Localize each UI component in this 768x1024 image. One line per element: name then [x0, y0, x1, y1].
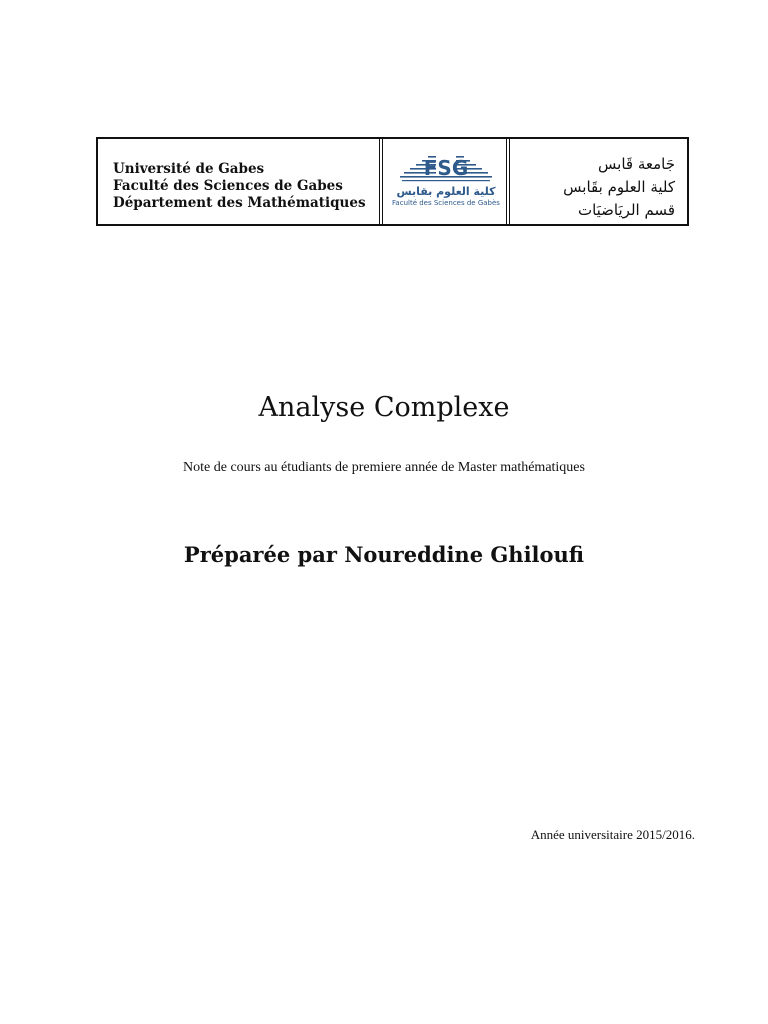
logo-acronym: FSG	[423, 155, 469, 180]
academic-year: Année universitaire 2015/2016.	[530, 827, 695, 842]
institution-header	[96, 137, 689, 226]
document-title: Analyse Complexe	[258, 392, 510, 423]
logo-french: Faculté des Sciences de Gabès	[392, 198, 500, 207]
document-author: Préparée par Noureddine Ghiloufi	[183, 542, 585, 567]
department-name: Département des Mathématiques	[113, 195, 366, 211]
institution-french	[98, 139, 383, 224]
document-subtitle: Note de cours au étudiants de premiere année de Master mathématiques	[183, 460, 585, 475]
faculty-logo	[383, 139, 510, 224]
university-name: Université de Gabes	[113, 161, 265, 177]
faculty-name: Faculté des Sciences de Gabes	[113, 178, 343, 194]
department-name-arabic: قسم الريَاضيَات	[577, 201, 675, 219]
faculty-name-arabic: كلية العلوم بقَابس	[563, 178, 675, 196]
logo-arabic: كلية العلوم بقابس	[396, 184, 496, 198]
fsg-logo-icon	[390, 150, 502, 214]
institution-arabic	[510, 139, 687, 224]
university-name-arabic: جَامعة قَابس	[598, 155, 675, 173]
